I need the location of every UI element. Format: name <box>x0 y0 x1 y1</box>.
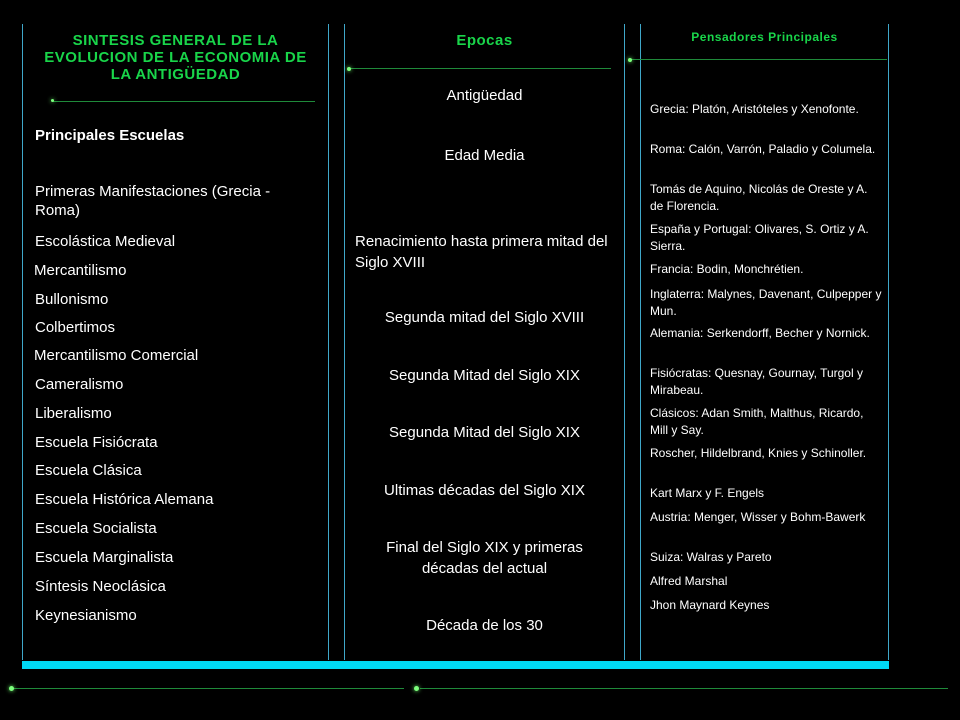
thinker-item: Francia: Bodin, Monchrétien. <box>650 262 804 276</box>
epochs-header: Epocas <box>456 32 513 49</box>
thinker-item: Clásicos: Adan Smith, Malthus, Ricardo, Mill y Say. <box>650 406 864 437</box>
epochs-header-divider <box>349 68 611 69</box>
thinker-item: Roscher, Hildelbrand, Knies y Schinoller. <box>650 446 867 460</box>
epoch-item: Ultimas décadas del Siglo XIX <box>384 482 585 499</box>
epochs-column <box>344 24 625 660</box>
school-item: Keynesianismo <box>35 607 137 624</box>
thinker-item: Austria: Menger, Wisser y Bohm-Bawerk <box>650 510 866 524</box>
school-item: Colbertimos <box>35 319 116 336</box>
school-item: Liberalismo <box>35 405 112 422</box>
thinker-item: Alemania: Serkendorff, Becher y Nornick. <box>650 326 870 340</box>
school-item: Escuela Clásica <box>35 462 142 479</box>
bottom-dot-left <box>9 686 14 691</box>
thinker-item: Alfred Marshal <box>650 574 728 588</box>
bottom-line-left <box>12 688 404 689</box>
thinkers-header-divider <box>629 59 887 60</box>
bottom-dot-middle <box>414 686 419 691</box>
school-item: Escuela Fisiócrata <box>35 434 158 451</box>
bottom-line-right <box>420 688 948 689</box>
epoch-item: Renacimiento hasta primera mitad del Siglo XVIII <box>355 233 608 271</box>
school-item: Escuela Histórica Alemana <box>35 491 214 508</box>
school-item: Bullonismo <box>35 291 109 308</box>
thinker-item: Jhon Maynard Keynes <box>650 598 770 612</box>
epoch-item: Segunda Mitad del Siglo XIX <box>389 424 580 441</box>
bottom-accent-bar <box>22 661 889 669</box>
epoch-item: Final del Siglo XIX y primeras décadas del actual <box>386 539 583 577</box>
thinker-item: Tomás de Aquino, Nicolás de Oreste y A. de Florencia. <box>650 182 868 213</box>
school-item: Cameralismo <box>35 376 124 393</box>
school-item: Escolástica Medieval <box>35 233 176 250</box>
thinker-item: Inglaterra: Malynes, Davenant, Culpepper y Mun. <box>650 287 882 318</box>
epoch-item: Segunda Mitad del Siglo XIX <box>389 367 580 384</box>
thinker-item: Suiza: Walras y Pareto <box>650 550 772 564</box>
thinker-item: Grecia: Platón, Aristóteles y Xenofonte. <box>650 102 859 116</box>
schools-divider-dot <box>51 99 54 102</box>
epochs-divider-dot <box>347 67 351 71</box>
schools-header: SINTESIS GENERAL DE LA EVOLUCION DE LA ECONOMIA DE LA ANTIGÜEDAD <box>44 32 307 83</box>
thinker-item: España y Portugal: Olivares, S. Ortiz y A. Sierra. <box>650 222 869 253</box>
thinkers-header: Pensadores Principales <box>691 30 838 44</box>
school-item: Mercantilismo <box>34 262 127 279</box>
thinkers-divider-dot <box>628 58 632 62</box>
epoch-item: Década de los 30 <box>426 617 543 634</box>
school-item: Escuela Socialista <box>35 520 157 537</box>
schools-section-title: Principales Escuelas <box>35 127 185 144</box>
thinker-item: Fisiócratas: Quesnay, Gournay, Turgol y Mirabeau. <box>650 366 863 397</box>
epoch-item: Edad Media <box>444 147 525 164</box>
epoch-item: Segunda mitad del Siglo XVIII <box>384 309 585 326</box>
thinker-item: Kart Marx y F. Engels <box>650 486 765 500</box>
epoch-item: Antigüedad <box>446 87 523 104</box>
thinker-item: Roma: Calón, Varrón, Paladio y Columela. <box>650 142 876 156</box>
school-item: Primeras Manifestaciones (Grecia - Roma) <box>35 183 271 219</box>
thinkers-column <box>640 24 889 660</box>
schools-header-divider <box>53 101 315 102</box>
school-item: Escuela Marginalista <box>35 549 174 566</box>
schools-column <box>22 24 329 660</box>
school-item: Mercantilismo Comercial <box>34 347 199 364</box>
school-item: Síntesis Neoclásica <box>35 578 166 595</box>
